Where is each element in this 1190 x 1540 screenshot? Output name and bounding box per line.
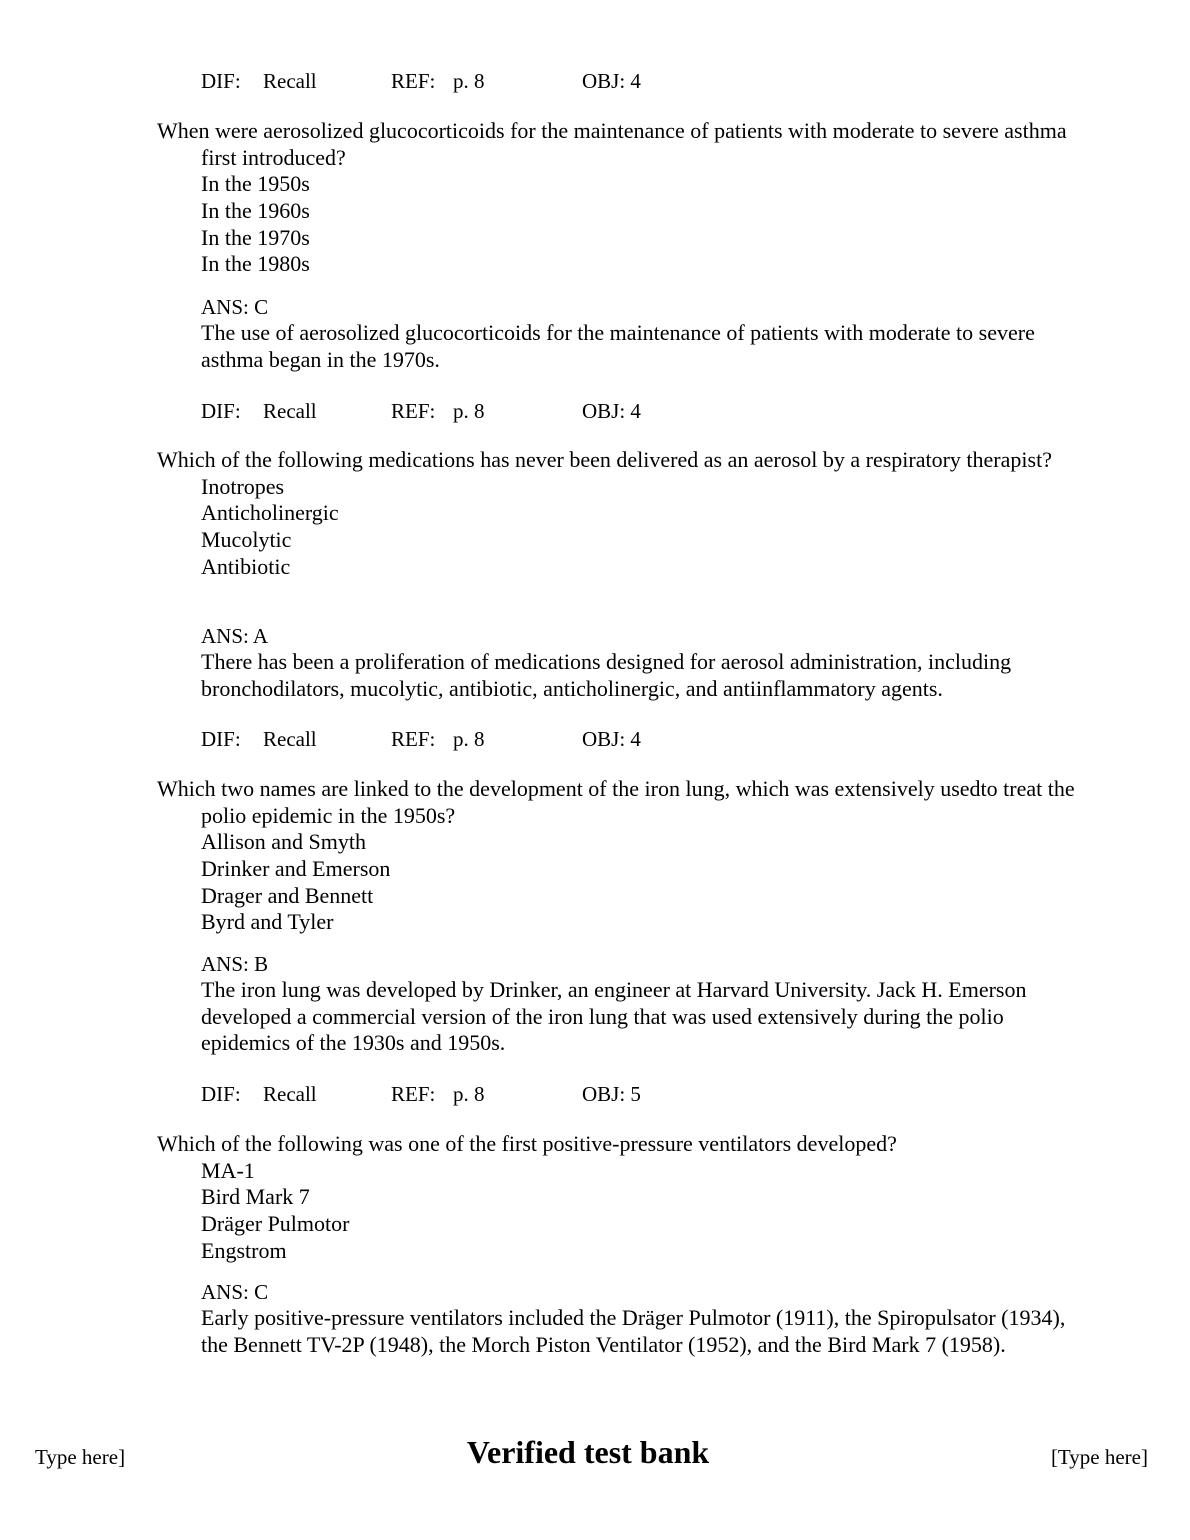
difficulty-value: Recall xyxy=(263,69,317,93)
objective-value: OBJ: 4 xyxy=(582,399,641,423)
reference-label: REF: xyxy=(391,1082,436,1106)
question-text: Which of the following was one of the first positive-pressure ventilators developed? xyxy=(157,1131,897,1156)
answer-choice: Engstrom xyxy=(201,1237,287,1263)
answer-choice: Allison and Smyth xyxy=(201,829,367,855)
answer-block xyxy=(201,623,1081,702)
question-block xyxy=(157,776,1077,936)
answer-choices-list xyxy=(157,474,1077,581)
question-block xyxy=(157,447,1077,580)
reference-value: p. 8 xyxy=(453,727,485,751)
objective-value: OBJ: 4 xyxy=(582,69,641,93)
answer-key: ANS: B xyxy=(201,952,269,976)
answer-choice: Byrd and Tyler xyxy=(201,909,334,935)
footer-left-placeholder: Type here] xyxy=(35,1445,126,1469)
reference-value: p. 8 xyxy=(453,1082,485,1106)
reference-label: REF: xyxy=(391,69,436,93)
answer-key: ANS: C xyxy=(201,295,269,319)
answer-choice: Antibiotic xyxy=(201,553,291,579)
difficulty-value: Recall xyxy=(263,727,317,751)
difficulty-label: DIF: xyxy=(201,1082,241,1106)
answer-choice: Bird Mark 7 xyxy=(201,1184,310,1210)
answer-choices-list xyxy=(157,1158,1077,1265)
question-text: Which two names are linked to the development of the iron lung, which was extensively usedto treat the polio epidemic in the 1950s? xyxy=(157,776,1075,828)
answer-block xyxy=(201,294,1081,373)
objective-value: OBJ: 5 xyxy=(582,1082,641,1106)
answer-choice: Anticholinergic xyxy=(201,500,339,526)
answer-rationale: The iron lung was developed by Drinker, an engineer at Harvard University. Jack H. Emerson developed a commercial version of the iron lung that was used extensively during the polio epidemics of the 1930s and 1950s. xyxy=(201,977,1027,1056)
footer-title: Verified test bank xyxy=(466,1434,710,1470)
question-block xyxy=(157,118,1077,278)
reference-label: REF: xyxy=(391,399,436,423)
difficulty-label: DIF: xyxy=(201,69,241,93)
question-block xyxy=(157,1131,1077,1264)
answer-choices-list xyxy=(157,171,1077,278)
answer-choice: In the 1950s xyxy=(201,171,310,197)
objective-value: OBJ: 4 xyxy=(582,727,641,751)
difficulty-value: Recall xyxy=(263,1082,317,1106)
answer-rationale: Early positive-pressure ventilators included the Dräger Pulmotor (1911), the Spiropulsator (1934), the Bennett TV-2P (1948), the Morch Piston Ventilator (1952), and the Bird Mark 7 (1958). xyxy=(201,1305,1066,1357)
page-footer xyxy=(0,1430,1190,1480)
answer-choice: Dräger Pulmotor xyxy=(201,1211,350,1237)
answer-choices-list xyxy=(157,829,1077,936)
answer-choice: MA-1 xyxy=(201,1157,255,1183)
difficulty-label: DIF: xyxy=(201,727,241,751)
reference-label: REF: xyxy=(391,727,436,751)
answer-choice: Inotropes xyxy=(201,473,285,499)
answer-block xyxy=(201,1279,1081,1358)
answer-choice: Mucolytic xyxy=(201,527,292,553)
answer-choice: Drinker and Emerson xyxy=(201,856,391,882)
answer-block xyxy=(201,951,1081,1057)
answer-choice: Drager and Bennett xyxy=(201,882,374,908)
footer-right-placeholder: [Type here] xyxy=(1050,1445,1148,1469)
answer-choice: In the 1980s xyxy=(201,251,310,277)
answer-key: ANS: C xyxy=(201,1280,269,1304)
answer-rationale: The use of aerosolized glucocorticoids for the maintenance of patients with moderate to severe asthma began in the 1970s. xyxy=(201,320,1035,372)
question-text: When were aerosolized glucocorticoids for the maintenance of patients with moderate to severe asthma first introduced? xyxy=(157,118,1067,170)
reference-value: p. 8 xyxy=(453,69,485,93)
difficulty-label: DIF: xyxy=(201,399,241,423)
reference-value: p. 8 xyxy=(453,399,485,423)
answer-choice: In the 1970s xyxy=(201,224,310,250)
answer-rationale: There has been a proliferation of medications designed for aerosol administration, including bronchodilators, mucolytic, antibiotic, anticholinergic, and antiinflammatory agents. xyxy=(201,649,1012,701)
answer-choice: In the 1960s xyxy=(201,198,310,224)
answer-key: ANS: A xyxy=(201,624,269,648)
question-text: Which of the following medications has never been delivered as an aerosol by a respiratory therapist? xyxy=(157,447,1052,472)
difficulty-value: Recall xyxy=(263,399,317,423)
